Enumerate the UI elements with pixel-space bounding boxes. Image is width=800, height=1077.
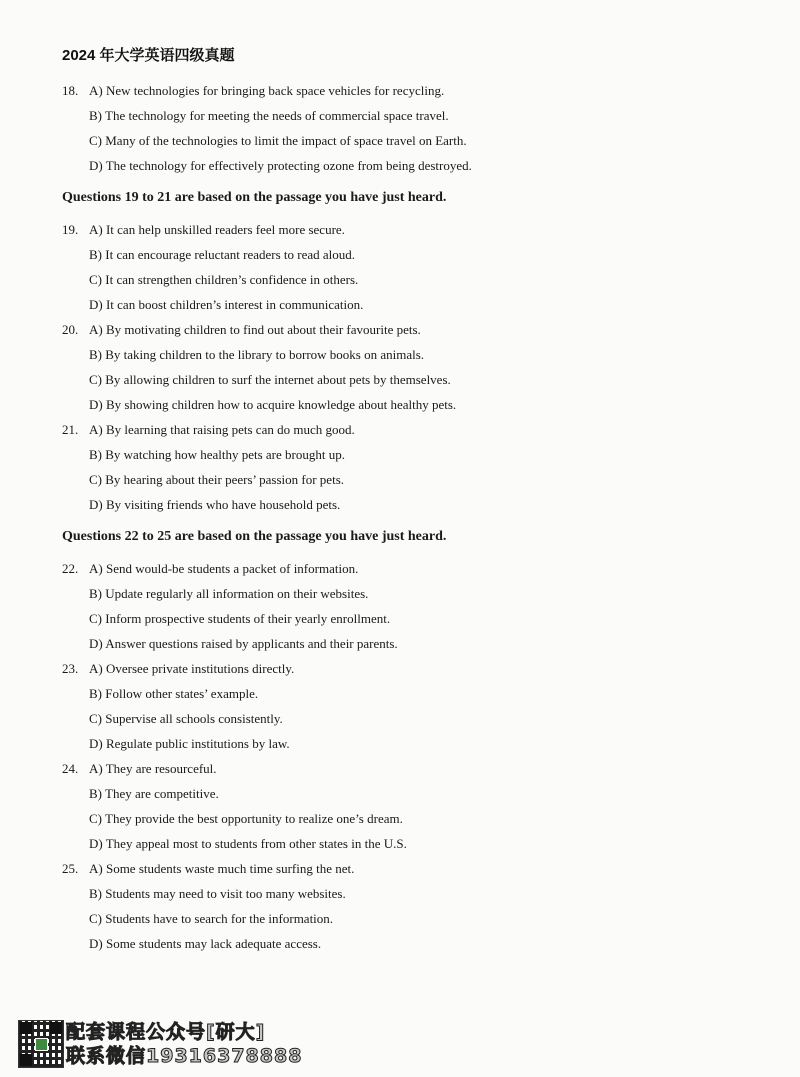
option-a: A) They are resourceful. <box>89 761 217 776</box>
question-24 <box>62 756 762 856</box>
question-number: 18. <box>62 83 79 98</box>
question-number: 25. <box>62 861 79 876</box>
option-row <box>62 831 762 856</box>
option-row <box>62 153 762 178</box>
option-row <box>62 267 762 292</box>
question-number: 21. <box>62 422 79 437</box>
option-row <box>62 217 762 242</box>
question-group-22-25 <box>62 556 762 956</box>
option-a: A) Send would-be students a packet of information. <box>89 561 359 576</box>
option-a: A) By motivating children to find out about their favourite pets. <box>89 322 421 337</box>
option-row <box>62 128 762 153</box>
option-b: B) It can encourage reluctant readers to read aloud. <box>89 247 356 262</box>
option-c: C) Inform prospective students of their yearly enrollment. <box>89 611 391 626</box>
option-row <box>62 881 762 906</box>
option-c: C) Students have to search for the information. <box>89 911 334 926</box>
option-b: B) Students may need to visit too many websites. <box>89 886 346 901</box>
option-row <box>62 731 762 756</box>
option-row <box>62 317 762 342</box>
option-row <box>62 103 762 128</box>
option-a: A) Oversee private institutions directly. <box>89 661 295 676</box>
option-row <box>62 856 762 881</box>
option-row <box>62 417 762 442</box>
question-number: 19. <box>62 222 79 237</box>
option-row <box>62 556 762 581</box>
option-row <box>62 292 762 317</box>
question-number: 23. <box>62 661 79 676</box>
option-c: C) By hearing about their peers’ passion for pets. <box>89 472 344 487</box>
question-22 <box>62 556 762 656</box>
qr-logo-icon <box>35 1038 48 1051</box>
question-21 <box>62 417 762 517</box>
option-row <box>62 906 762 931</box>
option-row <box>62 806 762 831</box>
option-d: D) Regulate public institutions by law. <box>89 736 290 751</box>
option-row <box>62 631 762 656</box>
option-b: B) They are competitive. <box>89 786 219 801</box>
option-b: B) By watching how healthy pets are brought up. <box>89 447 345 462</box>
option-b: B) Follow other states’ example. <box>89 686 259 701</box>
question-number: 20. <box>62 322 79 337</box>
option-c: C) It can strengthen children’s confidence in others. <box>89 272 359 287</box>
question-19 <box>62 217 762 317</box>
option-row <box>62 367 762 392</box>
promo-line-2: 联系微信19316378888 <box>66 1045 303 1067</box>
option-d: D) By showing children how to acquire knowledge about healthy pets. <box>89 397 457 412</box>
option-b: B) Update regularly all information on their websites. <box>89 586 369 601</box>
option-row <box>62 931 762 956</box>
option-a: A) New technologies for bringing back space vehicles for recycling. <box>89 83 445 98</box>
option-a: A) It can help unskilled readers feel more secure. <box>89 222 345 237</box>
promo-footer <box>18 1020 318 1068</box>
option-a: A) By learning that raising pets can do much good. <box>89 422 355 437</box>
option-row <box>62 681 762 706</box>
option-row <box>62 342 762 367</box>
option-d: D) By visiting friends who have household pets. <box>89 497 341 512</box>
section-heading-22-25: Questions 22 to 25 are based on the passage you have just heard. <box>62 529 447 544</box>
option-row <box>62 242 762 267</box>
option-c: C) By allowing children to surf the internet about pets by themselves. <box>89 372 451 387</box>
question-number: 22. <box>62 561 79 576</box>
option-b: B) By taking children to the library to borrow books on animals. <box>89 347 425 362</box>
question-23 <box>62 656 762 756</box>
qr-code-icon <box>18 1020 64 1068</box>
option-d: D) The technology for effectively protecting ozone from being destroyed. <box>89 158 472 173</box>
option-row <box>62 656 762 681</box>
option-d: D) They appeal most to students from other states in the U.S. <box>89 836 407 851</box>
page-header: 2024 年大学英语四级真题 <box>62 47 235 64</box>
option-row <box>62 606 762 631</box>
question-25 <box>62 856 762 956</box>
question-content <box>62 78 762 956</box>
section-heading-19-21: Questions 19 to 21 are based on the passage you have just heard. <box>62 190 447 205</box>
option-row <box>62 392 762 417</box>
question-20 <box>62 317 762 417</box>
option-row <box>62 706 762 731</box>
question-group-19-21 <box>62 217 762 517</box>
option-row <box>62 492 762 517</box>
option-c: C) Supervise all schools consistently. <box>89 711 283 726</box>
option-row <box>62 442 762 467</box>
option-d: D) Answer questions raised by applicants and their parents. <box>89 636 398 651</box>
option-row <box>62 78 762 103</box>
option-b: B) The technology for meeting the needs of commercial space travel. <box>89 108 449 123</box>
option-c: C) Many of the technologies to limit the impact of space travel on Earth. <box>89 133 467 148</box>
promo-line-1: 配套课程公众号[研大] <box>66 1021 266 1043</box>
question-number: 24. <box>62 761 79 776</box>
option-d: D) It can boost children’s interest in communication. <box>89 297 364 312</box>
option-row <box>62 467 762 492</box>
option-row <box>62 756 762 781</box>
option-a: A) Some students waste much time surfing the net. <box>89 861 355 876</box>
option-c: C) They provide the best opportunity to realize one’s dream. <box>89 811 403 826</box>
question-18 <box>62 78 762 178</box>
question-group-top <box>62 78 762 178</box>
option-row <box>62 781 762 806</box>
option-d: D) Some students may lack adequate access. <box>89 936 322 951</box>
option-row <box>62 581 762 606</box>
